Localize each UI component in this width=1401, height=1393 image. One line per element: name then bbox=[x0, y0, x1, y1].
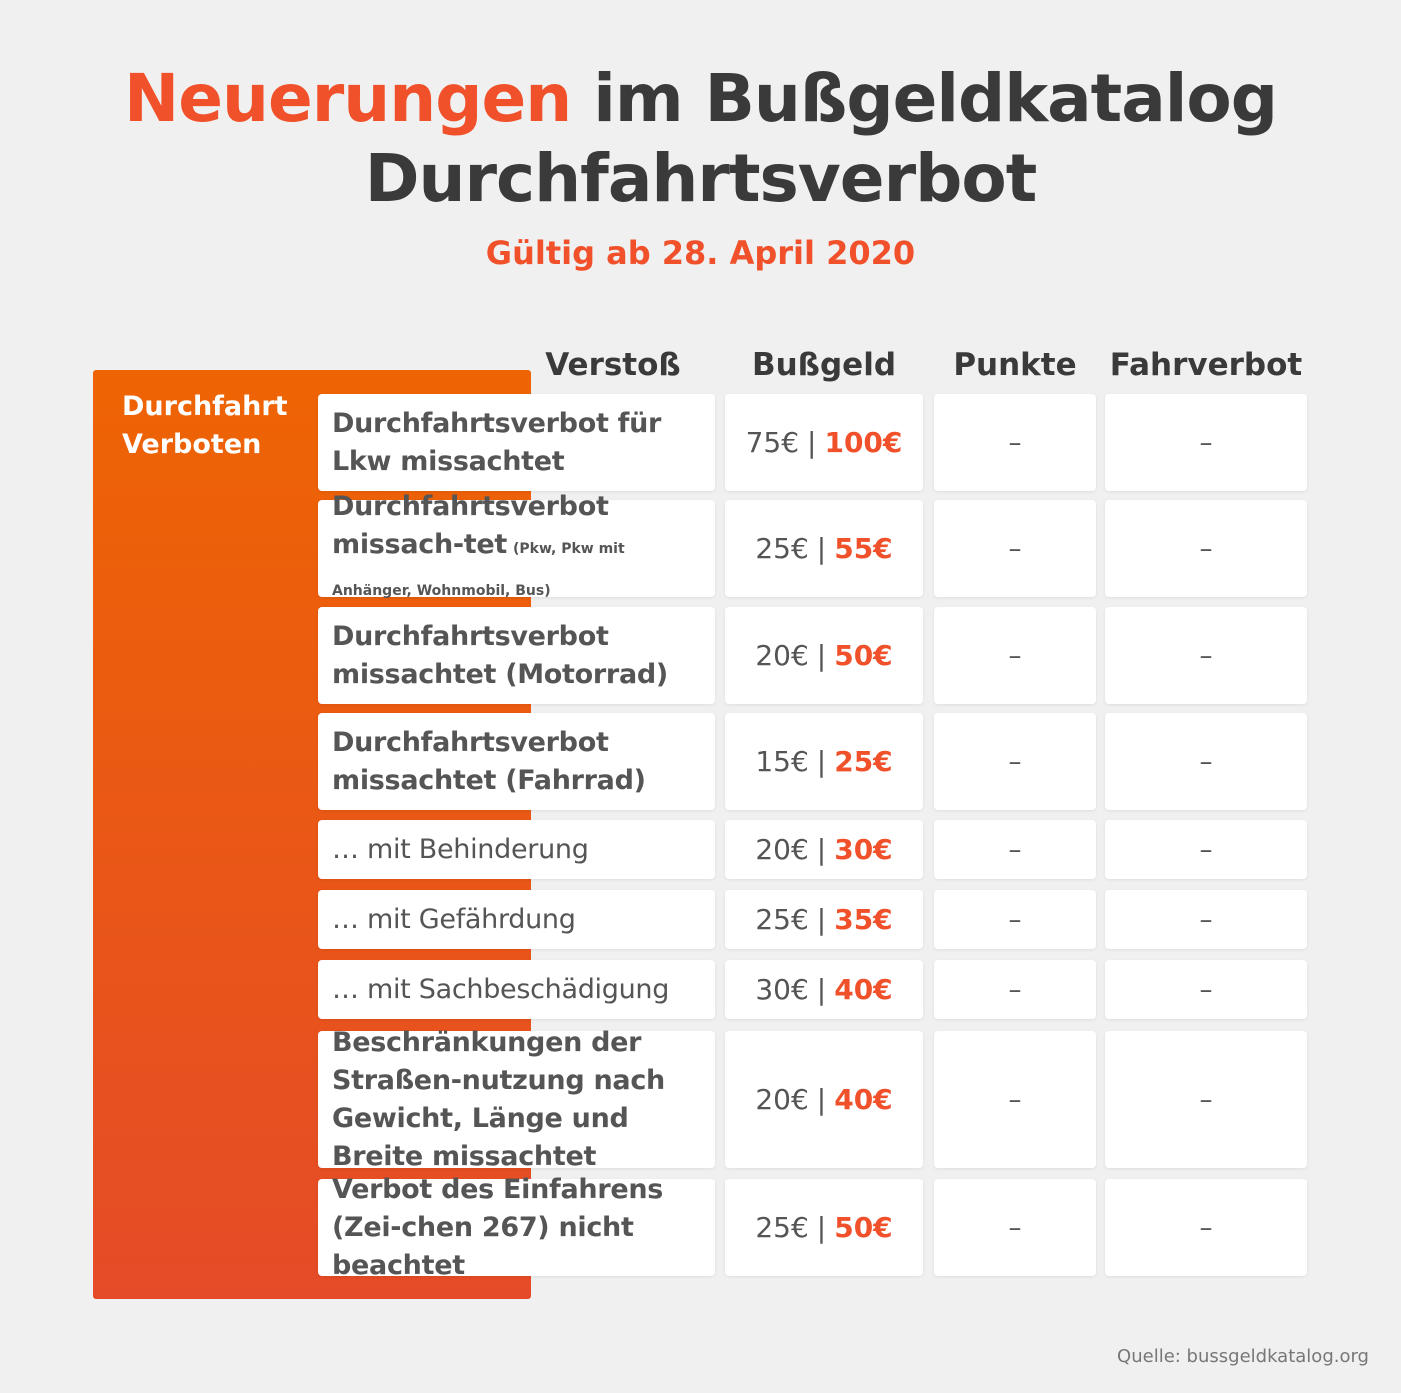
verstoss-text bbox=[332, 901, 576, 939]
verstoss-label: … mit Behinderung bbox=[332, 833, 589, 865]
punkte-value: – bbox=[1008, 533, 1022, 564]
punkte-cell bbox=[934, 890, 1096, 949]
new-fine: 35€ bbox=[834, 903, 893, 936]
punkte-value: – bbox=[1008, 640, 1022, 671]
fahrverbot-value: – bbox=[1199, 1212, 1213, 1243]
fahrverbot-cell bbox=[1105, 890, 1307, 949]
verstoss-text bbox=[332, 971, 669, 1009]
old-fine: 25€ bbox=[755, 532, 809, 565]
table-row bbox=[0, 820, 1401, 879]
bussgeld-cell bbox=[725, 500, 923, 597]
bussgeld-cell bbox=[725, 890, 923, 949]
punkte-cell bbox=[934, 960, 1096, 1019]
fine-separator: | bbox=[816, 973, 827, 1006]
fahrverbot-value: – bbox=[1199, 640, 1213, 671]
page-title bbox=[0, 56, 1401, 142]
verstoss-text bbox=[332, 1171, 701, 1285]
verstoss-label: … mit Sachbeschädigung bbox=[332, 973, 670, 1005]
punkte-value: – bbox=[1008, 1084, 1022, 1115]
page-title-line2: Durchfahrtsverbot bbox=[364, 140, 1037, 217]
verstoss-cell bbox=[318, 1173, 715, 1281]
column-header-fahrverbot: Fahrverbot bbox=[1109, 347, 1303, 383]
fahrverbot-cell bbox=[1105, 820, 1307, 879]
fine-separator: | bbox=[816, 532, 827, 565]
table-row bbox=[0, 1026, 1401, 1172]
verstoss-cell bbox=[318, 490, 715, 599]
fahrverbot-value: – bbox=[1199, 427, 1213, 458]
punkte-value: – bbox=[1008, 1212, 1022, 1243]
column-header-bussgeld: Bußgeld bbox=[751, 347, 897, 383]
fine-separator: | bbox=[816, 833, 827, 866]
verstoss-text bbox=[332, 618, 701, 694]
punkte-cell bbox=[934, 394, 1096, 491]
fahrverbot-cell bbox=[1105, 607, 1307, 704]
punkte-value: – bbox=[1008, 904, 1022, 935]
fahrverbot-value: – bbox=[1199, 533, 1213, 564]
table-row bbox=[0, 490, 1401, 599]
bussgeld-cell bbox=[725, 1179, 923, 1276]
punkte-cell bbox=[934, 500, 1096, 597]
new-fine: 50€ bbox=[834, 1211, 893, 1244]
bussgeld-cell bbox=[725, 713, 923, 810]
fahrverbot-cell bbox=[1105, 1031, 1307, 1168]
bussgeld-cell bbox=[725, 607, 923, 704]
verstoss-text bbox=[332, 724, 701, 800]
fine-separator: | bbox=[816, 639, 827, 672]
fahrverbot-cell bbox=[1105, 500, 1307, 597]
table-row bbox=[0, 960, 1401, 1019]
verstoss-cell bbox=[318, 607, 715, 704]
source-note: Quelle: bussgeldkatalog.org bbox=[1117, 1346, 1369, 1367]
old-fine: 20€ bbox=[755, 1083, 809, 1116]
new-fine: 55€ bbox=[834, 532, 893, 565]
title-accent: Neuerungen bbox=[124, 60, 572, 137]
fahrverbot-cell bbox=[1105, 394, 1307, 491]
punkte-cell bbox=[934, 1179, 1096, 1276]
fahrverbot-cell bbox=[1105, 1179, 1307, 1276]
fine-separator: | bbox=[816, 1083, 827, 1116]
punkte-cell bbox=[934, 820, 1096, 879]
old-fine: 20€ bbox=[755, 833, 809, 866]
fine-separator: | bbox=[816, 745, 827, 778]
verstoss-label: Beschränkungen der Straßen-nutzung nach Gewicht, Länge und Breite missachtet bbox=[332, 1026, 665, 1172]
old-fine: 25€ bbox=[755, 903, 809, 936]
verstoss-label: … mit Gefährdung bbox=[332, 903, 576, 935]
old-fine: 15€ bbox=[755, 745, 809, 778]
fahrverbot-value: – bbox=[1199, 1084, 1213, 1115]
old-fine: 75€ bbox=[745, 426, 800, 459]
bussgeld-cell bbox=[725, 1031, 923, 1168]
verstoss-text bbox=[332, 405, 701, 481]
punkte-cell bbox=[934, 713, 1096, 810]
new-fine: 100€ bbox=[824, 426, 903, 459]
fahrverbot-cell bbox=[1105, 960, 1307, 1019]
verstoss-note: (Pkw, Pkw mit Anhänger, Wohnmobil, Bus) bbox=[332, 540, 625, 599]
verstoss-cell bbox=[318, 394, 715, 491]
table-row bbox=[0, 713, 1401, 810]
column-header-punkte: Punkte bbox=[953, 347, 1077, 383]
fahrverbot-value: – bbox=[1199, 974, 1213, 1005]
verstoss-label: Durchfahrtsverbot missach-tet bbox=[332, 490, 609, 560]
verstoss-label: Durchfahrtsverbot missachtet (Fahrrad) bbox=[332, 726, 646, 796]
verstoss-text bbox=[332, 831, 589, 869]
verstoss-cell bbox=[318, 713, 715, 810]
old-fine: 20€ bbox=[755, 639, 809, 672]
bussgeld-cell bbox=[725, 960, 923, 1019]
table-row bbox=[0, 394, 1401, 491]
punkte-value: – bbox=[1008, 427, 1022, 458]
bussgeld-cell bbox=[725, 394, 923, 491]
punkte-value: – bbox=[1008, 834, 1022, 865]
bussgeld-cell bbox=[725, 820, 923, 879]
fine-separator: | bbox=[807, 426, 817, 459]
new-fine: 40€ bbox=[834, 973, 893, 1006]
new-fine: 50€ bbox=[834, 639, 893, 672]
verstoss-label: Durchfahrtsverbot für Lkw missachtet bbox=[332, 407, 662, 477]
verstoss-cell bbox=[318, 960, 715, 1019]
validity-subtitle: Gültig ab 28. April 2020 bbox=[485, 234, 916, 272]
old-fine: 25€ bbox=[755, 1211, 809, 1244]
title-rest: im Bußgeldkatalog bbox=[571, 60, 1277, 137]
fahrverbot-value: – bbox=[1199, 746, 1213, 777]
old-fine: 30€ bbox=[755, 973, 809, 1006]
fine-separator: | bbox=[816, 903, 827, 936]
verstoss-label: Durchfahrtsverbot missachtet (Motorrad) bbox=[332, 620, 668, 690]
category-label: Durchfahrt Verboten bbox=[122, 391, 288, 460]
table-row bbox=[0, 890, 1401, 949]
verstoss-text bbox=[332, 1024, 701, 1176]
table-row bbox=[0, 607, 1401, 704]
punkte-value: – bbox=[1008, 974, 1022, 1005]
verstoss-text bbox=[332, 488, 701, 610]
verstoss-cell bbox=[318, 890, 715, 949]
new-fine: 25€ bbox=[834, 745, 893, 778]
column-header-verstoss: Verstoß bbox=[545, 347, 681, 383]
punkte-cell bbox=[934, 1031, 1096, 1168]
fine-separator: | bbox=[816, 1211, 827, 1244]
punkte-cell bbox=[934, 607, 1096, 704]
fahrverbot-cell bbox=[1105, 713, 1307, 810]
punkte-value: – bbox=[1008, 746, 1022, 777]
fahrverbot-value: – bbox=[1199, 904, 1213, 935]
verstoss-cell bbox=[318, 1026, 715, 1172]
fahrverbot-value: – bbox=[1199, 834, 1213, 865]
table-row bbox=[0, 1173, 1401, 1281]
new-fine: 40€ bbox=[834, 1083, 893, 1116]
new-fine: 30€ bbox=[834, 833, 893, 866]
verstoss-cell bbox=[318, 820, 715, 879]
verstoss-label: Verbot des Einfahrens (Zei-chen 267) nicht beachtet bbox=[332, 1173, 664, 1281]
